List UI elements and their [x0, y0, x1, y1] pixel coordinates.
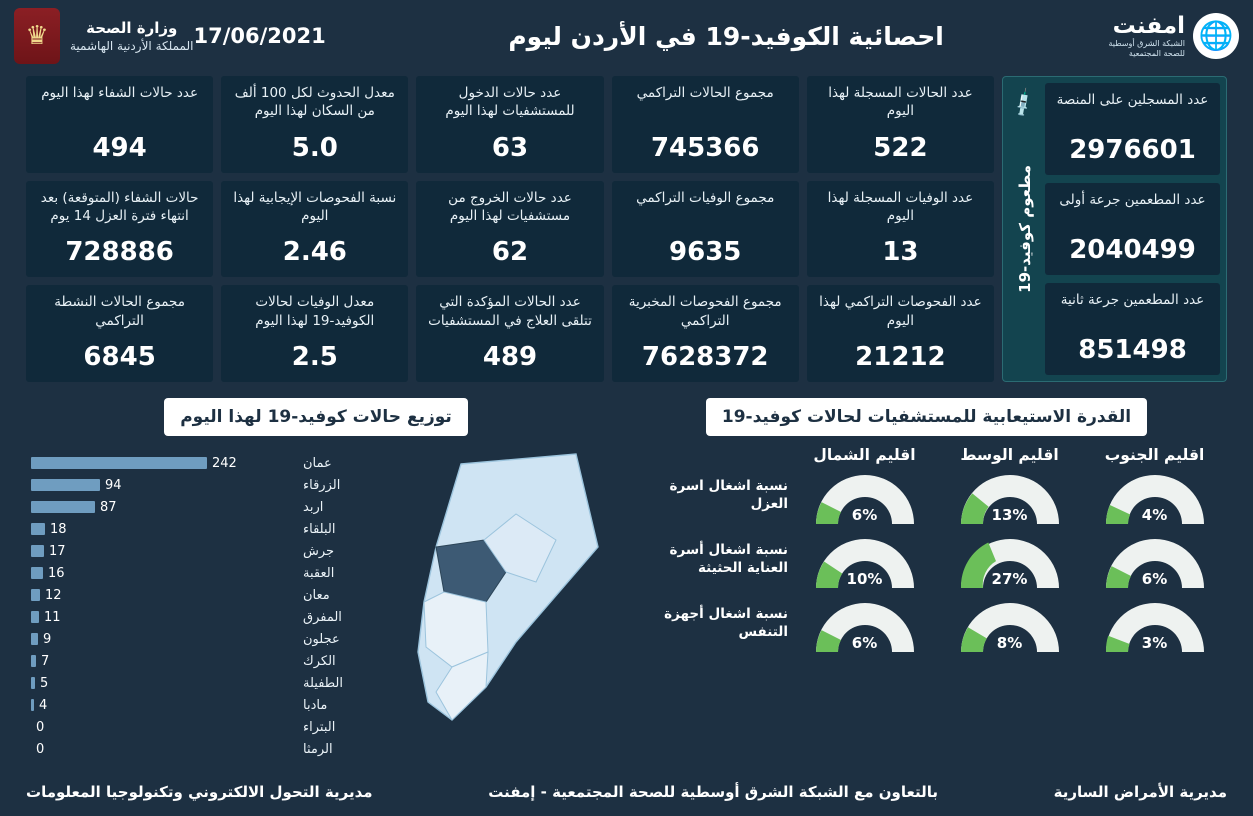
- capacity-title: القدرة الاستيعابية للمستشفيات لحالات كوفيد-19: [706, 398, 1147, 436]
- stat-value: 63: [491, 132, 529, 163]
- stat-label: عدد الحالات المسجلة لهذا اليوم: [828, 85, 973, 120]
- stat-card: [1045, 283, 1220, 375]
- stat-label: معدل الوفيات لحالات الكوفيد-19 لهذا اليوم: [255, 294, 375, 329]
- stats-grid: [26, 76, 994, 382]
- gauge-value: 10%: [846, 570, 883, 588]
- bar-value: 16: [48, 565, 65, 581]
- stat-card: [1045, 183, 1220, 275]
- gauge-value: 6%: [851, 634, 878, 652]
- bar-label: اربد: [303, 499, 324, 515]
- gauge-icu-center: [951, 528, 1069, 590]
- stat-value: 2040499: [1069, 235, 1196, 265]
- stat-value: 62: [491, 237, 529, 268]
- gauge-cell: [1082, 592, 1227, 654]
- ministry-name: وزارة الصحة: [86, 18, 178, 37]
- bar-label: الطفيلة: [303, 675, 344, 691]
- stat-value: 2976601: [1069, 135, 1196, 165]
- jordan-map: [361, 448, 606, 760]
- brand-subtitle-line2: للصحة المجتمعية: [1128, 49, 1185, 58]
- distribution-chart-and-map: [26, 448, 606, 760]
- stat-card: [807, 181, 994, 278]
- gauge-value: 6%: [1141, 570, 1168, 588]
- bar-label: مادبا: [303, 697, 328, 713]
- bar-row: [31, 496, 361, 518]
- brand-subtitle-line1: الشبكة الشرق أوسطية: [1108, 39, 1185, 48]
- vaccination-side-label: مطعوم كوفيد-19: [1016, 165, 1034, 293]
- gauge-cell: [1082, 528, 1227, 590]
- vaccination-cards: [1045, 83, 1220, 375]
- bar-row: [31, 606, 361, 628]
- bar-value: 87: [100, 499, 117, 515]
- bar-value: 12: [45, 587, 62, 603]
- gauge-icu-south: [1096, 528, 1214, 590]
- vaccination-panel: [1002, 76, 1227, 382]
- stat-value: 494: [92, 132, 147, 163]
- footer-left: مديرية التحول الالكتروني وتكنولوجيا المعلومات: [26, 783, 373, 801]
- footer-right: مديرية الأمراض السارية: [1053, 783, 1227, 801]
- bar-row: [31, 518, 361, 540]
- capacity-header-row: [626, 446, 1227, 464]
- stat-label: عدد حالات الشفاء لهذا اليوم: [41, 85, 199, 101]
- bar-label: جرش: [303, 543, 335, 559]
- stats-section: [26, 76, 1227, 382]
- gauge-cell: [937, 528, 1082, 590]
- stat-label: عدد حالات الدخول للمستشفيات لهذا اليوم: [445, 85, 575, 120]
- region-header: اقليم الوسط: [960, 446, 1059, 464]
- page-footer: [0, 768, 1253, 816]
- gauge-ventilator-north: [806, 592, 924, 654]
- bar-row: [31, 474, 361, 496]
- bar-label: الزرقاء: [303, 477, 341, 493]
- stat-value: 5.0: [291, 132, 338, 163]
- page-title: احصائية الكوفيد-19 في الأردن ليوم: [508, 21, 944, 51]
- bar-value: 5: [40, 675, 49, 691]
- stat-card: [612, 285, 799, 382]
- stat-value: 2.46: [282, 237, 347, 268]
- bar-row: [31, 694, 361, 716]
- bar-value: 7: [41, 653, 50, 669]
- capacity-row: [626, 464, 1227, 526]
- bar-value: 94: [105, 477, 122, 493]
- stat-label: عدد المسجلين على المنصة: [1056, 92, 1209, 108]
- stat-value: 489: [482, 342, 538, 372]
- stat-value: 13: [882, 237, 919, 268]
- gauge-isolation-center: [951, 464, 1069, 526]
- stat-label: عدد المطعمين جرعة ثانية: [1060, 292, 1205, 308]
- gauge-cell: [792, 528, 937, 590]
- gauge-cell: [792, 464, 937, 526]
- stat-card: [26, 76, 213, 173]
- stat-label: عدد الحالات المؤكدة التي تتلقى العلاج في المستشفيات: [428, 294, 592, 329]
- bar-row: [31, 672, 361, 694]
- gauge-cell: [937, 592, 1082, 654]
- region-header: اقليم الشمال: [813, 446, 916, 464]
- stat-label: نسبة الفحوصات الإيجابية لهذا اليوم: [233, 189, 397, 224]
- stat-card: [612, 181, 799, 278]
- stat-label: عدد حالات الخروج من مستشفيات لهذا اليوم: [448, 189, 572, 224]
- stat-card: [612, 76, 799, 173]
- stat-value: 21212: [855, 342, 946, 372]
- gauge-value: 3%: [1141, 634, 1168, 652]
- crown-emblem-icon: ♛: [14, 8, 60, 64]
- capacity-section: [626, 398, 1227, 656]
- bar-value: 242: [212, 455, 237, 471]
- stat-value: 7628372: [641, 342, 769, 372]
- stat-value: 851498: [1078, 335, 1187, 365]
- stat-card: [221, 285, 408, 382]
- capacity-row: [626, 528, 1227, 590]
- capacity-gauges: [626, 446, 1227, 654]
- gauge-icu-north: [806, 528, 924, 590]
- cases-bar-chart: [31, 448, 361, 760]
- bar-row: [31, 540, 361, 562]
- bar-row: [31, 738, 361, 760]
- stat-value: 522: [873, 132, 928, 163]
- stat-value: 728886: [65, 237, 174, 268]
- capacity-row-label: نسبة اشغال اسرة العزل: [669, 477, 788, 512]
- ministry-logo: [14, 8, 193, 64]
- distribution-section: [26, 398, 606, 760]
- report-date: 17/06/2021: [193, 24, 326, 48]
- bar-label: معان: [303, 587, 330, 603]
- stat-card: [26, 285, 213, 382]
- stat-value: 9635: [669, 237, 742, 268]
- bar-label: البلقاء: [303, 521, 336, 537]
- gauge-isolation-south: [1096, 464, 1214, 526]
- stat-label: عدد المطعمين جرعة أولى: [1059, 192, 1206, 208]
- stat-label: مجموع الوفيات التراكمي: [636, 189, 775, 206]
- bar-row: [31, 628, 361, 650]
- bar-value: 18: [50, 521, 67, 537]
- stat-value: 2.5: [291, 342, 338, 372]
- stat-card: [807, 76, 994, 173]
- bar-label: عمان: [303, 455, 332, 471]
- gauge-value: 4%: [1141, 506, 1168, 524]
- gauge-value: 8%: [996, 634, 1023, 652]
- brand-name: امفنت: [1112, 13, 1185, 39]
- gauge-ventilator-center: [951, 592, 1069, 654]
- stat-label: حالات الشفاء (المتوقعة) بعد انتهاء فترة العزل 14 يوم: [40, 189, 199, 224]
- bar-label: الرمثا: [303, 741, 333, 757]
- globe-icon: 🌐: [1193, 13, 1239, 59]
- stat-label: مجموع الحالات التراكمي: [636, 85, 774, 101]
- bar-row: [31, 562, 361, 584]
- bar-label: الكرك: [303, 653, 336, 669]
- gauge-value: 13%: [991, 506, 1028, 524]
- stat-label: مجموع الحالات النشطة التراكمي: [54, 294, 185, 329]
- stat-card: [1045, 83, 1220, 175]
- lower-sections: [26, 398, 1227, 760]
- stat-card: [221, 181, 408, 278]
- bar-value: 9: [43, 631, 52, 647]
- gauge-cell: [937, 464, 1082, 526]
- stat-card: [807, 285, 994, 382]
- bar-value: 17: [49, 543, 66, 559]
- syringe-icon: 💉: [1006, 86, 1041, 120]
- gauge-cell: [1082, 464, 1227, 526]
- stat-card: [416, 76, 603, 173]
- bar-label: المفرق: [303, 609, 342, 625]
- stat-value: 6845: [83, 342, 156, 372]
- stat-label: عدد الفحوصات التراكمي لهذا اليوم: [819, 294, 982, 329]
- bar-value: 0: [36, 741, 45, 757]
- gauge-value: 27%: [991, 570, 1028, 588]
- vaccination-side-label-wrap: [1005, 83, 1045, 375]
- ministry-country: المملكة الأردنية الهاشمية: [70, 39, 194, 54]
- stat-label: معدل الحدوث لكل 100 ألف من السكان لهذا اليوم: [234, 85, 395, 120]
- stat-card: [221, 76, 408, 173]
- bar-label: العقبة: [303, 565, 335, 581]
- bar-row: [31, 452, 361, 474]
- bar-label: عجلون: [303, 631, 340, 647]
- stat-card: [416, 181, 603, 278]
- gauge-isolation-north: [806, 464, 924, 526]
- capacity-row-label: نسبة اشغال أجهزة التنفس: [664, 605, 788, 640]
- footer-center: بالتعاون مع الشبكة الشرق أوسطية للصحة المجتمعية - إمفنت: [488, 783, 938, 801]
- capacity-row: [626, 592, 1227, 654]
- bar-row: [31, 716, 361, 738]
- region-header: اقليم الجنوب: [1104, 446, 1205, 464]
- stat-label: عدد الوفيات المسجلة لهذا اليوم: [827, 189, 974, 224]
- stat-label: مجموع الفحوصات المخبرية التراكمي: [628, 294, 782, 329]
- bar-value: 4: [39, 697, 48, 713]
- gauge-ventilator-south: [1096, 592, 1214, 654]
- brand-text: [1109, 13, 1185, 59]
- brand-logo: [1109, 13, 1239, 59]
- bar-row: [31, 650, 361, 672]
- capacity-row-label: نسبة اشغال أسرة العناية الحثيثة: [669, 541, 788, 576]
- stat-card: [26, 181, 213, 278]
- bar-value: 11: [44, 609, 61, 625]
- page-header: [0, 0, 1253, 72]
- distribution-title: توزيع حالات كوفيد-19 لهذا اليوم: [164, 398, 468, 436]
- bar-value: 0: [36, 719, 45, 735]
- bar-row: [31, 584, 361, 606]
- stat-card: [416, 285, 603, 382]
- gauge-cell: [792, 592, 937, 654]
- stat-value: 745366: [650, 132, 760, 163]
- gauge-value: 6%: [851, 506, 878, 524]
- bar-label: البتراء: [303, 719, 336, 735]
